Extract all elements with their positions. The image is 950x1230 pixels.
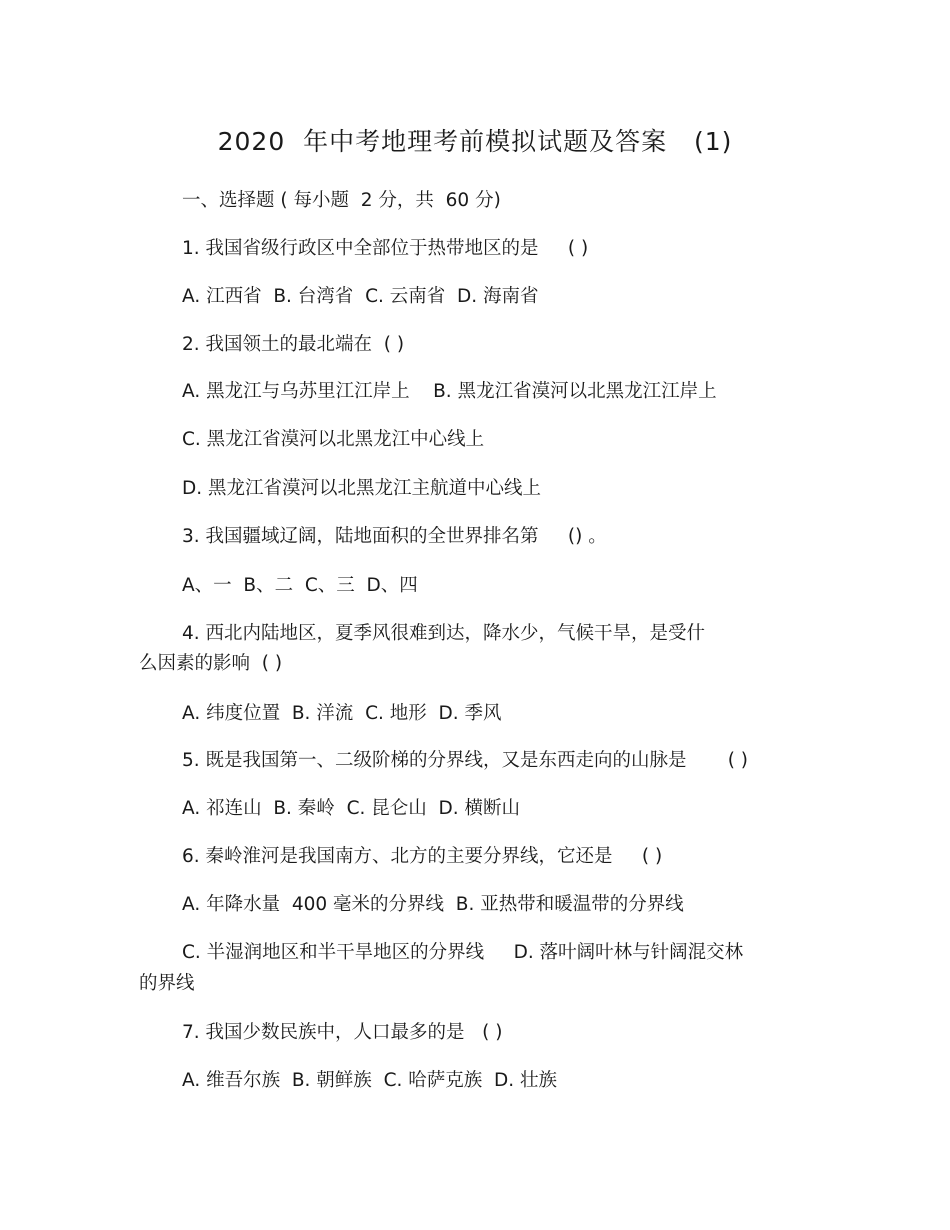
question-5: 5. 既是我国第一、二级阶梯的分界线，又是东西走向的山脉是 ( ) [182, 750, 749, 771]
options-2-ab: A. 黑龙江与乌苏里江江岸上 B. 黑龙江省漠河以北黑龙江江岸上 [182, 381, 717, 402]
question-7: 7. 我国少数民族中，人口最多的是 ( ) [182, 1022, 503, 1043]
options-6-continued: 的界线 [139, 973, 195, 994]
question-3: 3. 我国疆域辽阔，陆地面积的全世界排名第 () 。 [182, 526, 607, 547]
options-6-ab: A. 年降水量 400 毫米的分界线 B. 亚热带和暖温带的分界线 [182, 894, 684, 915]
question-6: 6. 秦岭淮河是我国南方、北方的主要分界线，它还是 ( ) [182, 846, 663, 867]
options-7: A. 维吾尔族 B. 朝鲜族 C. 哈萨克族 D. 壮族 [182, 1070, 558, 1091]
section-heading: 一、选择题 ( 每小题 2 分，共 60 分) [182, 190, 501, 211]
options-5: A. 祁连山 B. 秦岭 C. 昆仑山 D. 横断山 [182, 798, 521, 819]
question-4-continued: 么因素的影响 ( ) [139, 653, 283, 674]
question-2: 2. 我国领土的最北端在 ( ) [182, 334, 405, 355]
options-2-d: D. 黑龙江省漠河以北黑龙江主航道中心线上 [182, 478, 542, 499]
options-2-c: C. 黑龙江省漠河以北黑龙江中心线上 [182, 429, 485, 450]
options-4: A. 纬度位置 B. 洋流 C. 地形 D. 季风 [182, 703, 502, 724]
question-1: 1. 我国省级行政区中全部位于热带地区的是 ( ) [182, 238, 589, 259]
options-3: A、一 B、二 C、三 D、四 [182, 575, 418, 596]
options-6-cd: C. 半湿润地区和半干旱地区的分界线 D. 落叶阔叶林与针阔混交林 [182, 942, 744, 963]
question-4: 4. 西北内陆地区，夏季风很难到达，降水少，气候干旱，是受什 [182, 623, 706, 644]
options-1: A. 江西省 B. 台湾省 C. 云南省 D. 海南省 [182, 286, 539, 307]
page-title: 2020 年中考地理考前模拟试题及答案 (1) [217, 127, 733, 156]
